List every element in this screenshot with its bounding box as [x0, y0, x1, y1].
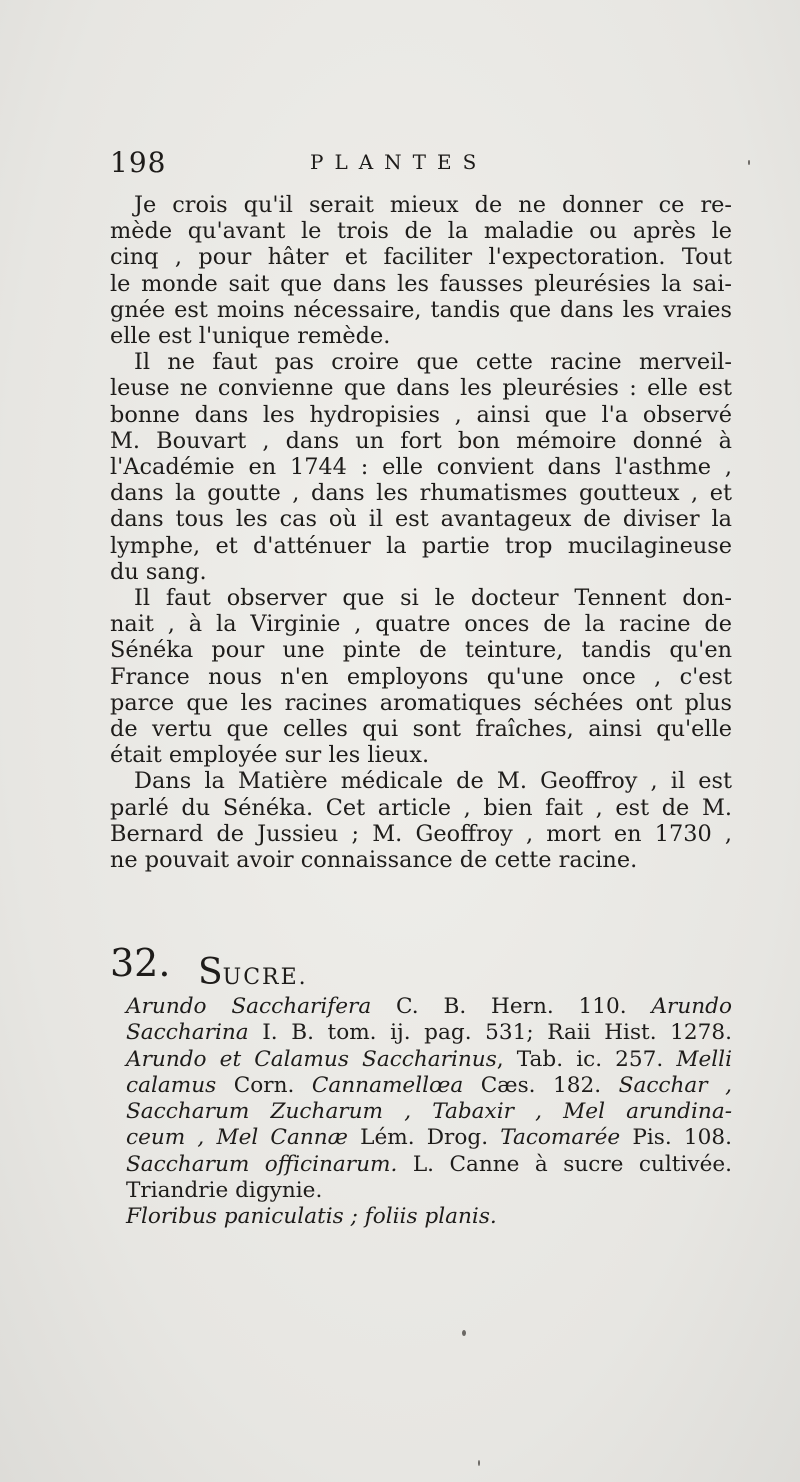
text-line: bonne dans les hydropisies , ainsi que l'a observé — [110, 401, 732, 428]
paragraph — [110, 585, 732, 768]
section-heading — [110, 940, 730, 993]
latin-name: Saccharina — [126, 1020, 249, 1046]
text-line: ne pouvait avoir connaissance de cette racine. — [110, 847, 638, 874]
latin-name: Arundo Saccharifera — [126, 994, 372, 1019]
latin-name: Melli — [676, 1046, 732, 1072]
text-line: Dans la Matière médicale de M. Geoffroy , il est — [134, 768, 732, 795]
section-number: 32. — [110, 941, 171, 985]
section-title — [198, 952, 308, 993]
text-line: l'Académie en 1744 : elle convient dans l'asthme , — [110, 454, 732, 481]
text-line: nait , à la Virginie , quatre onces de la racine de — [110, 611, 732, 638]
paper-speck — [748, 160, 750, 165]
latin-name: Saccharum Zucharum , Tabaxir , Mel arundina- — [126, 1099, 732, 1125]
section-title-rest: UCRE. — [222, 965, 308, 990]
synonymy-block — [110, 994, 732, 1231]
synonymy-line — [110, 1204, 732, 1230]
text-line: Il faut observer que si le docteur Tennent don- — [134, 585, 732, 612]
section-title-initial: S — [198, 952, 223, 993]
citation-text: Triandrie digynie. — [126, 1178, 323, 1204]
text-line: Je crois qu'il serait mieux de ne donner ce re- — [134, 192, 732, 218]
latin-name: Floribus paniculatis ; foliis planis. — [126, 1204, 497, 1230]
citation-text: I. B. tom. ij. pag. 531; Raii Hist. 1278. — [248, 1020, 732, 1046]
text-line: parlé du Sénéka. Cet article , bien fait , est de M. — [110, 794, 732, 821]
citation-text: Lém. Drog. — [347, 1125, 501, 1151]
text-line: de vertu que celles qui sont fraîches, ainsi qu'elle — [110, 716, 732, 743]
paragraph — [110, 349, 732, 585]
text-line: cinq , pour hâter et faciliter l'expectoration. Tout — [110, 244, 732, 271]
body-text — [110, 192, 732, 873]
synonymy-line — [110, 1099, 732, 1125]
citation-text: Corn. — [216, 1072, 312, 1098]
text-line: dans tous les cas où il est avantageux de diviser la — [110, 506, 732, 533]
citation-text: C. B. Hern. 110. — [371, 994, 652, 1019]
paper-speck — [462, 1330, 466, 1336]
text-line: lymphe, et d'atténuer la partie trop mucilagineuse — [110, 532, 732, 559]
text-line: gnée est moins nécessaire, tandis que dans les vraies — [110, 296, 732, 323]
synonymy-line — [110, 1178, 732, 1204]
page-number: 198 — [110, 146, 167, 179]
text-line: était employée sur les lieux. — [110, 742, 430, 769]
text-line: le monde sait que dans les fausses pleurésies la sai- — [110, 270, 732, 297]
synonymy-line — [110, 1125, 732, 1151]
synonymy-line — [110, 1152, 732, 1178]
text-line: leuse ne convienne que dans les pleurésies : elle est — [110, 375, 732, 402]
citation-text: L. Canne à sucre cultivée. — [397, 1151, 732, 1177]
citation-text: Pis. 108. — [620, 1125, 732, 1151]
text-line: mède qu'avant le trois de la maladie ou après le — [110, 218, 732, 245]
text-line: Il ne faut pas croire que cette racine merveil- — [134, 349, 732, 376]
synonymy-line — [110, 994, 732, 1020]
paper-speck — [478, 1460, 480, 1466]
latin-name: Arundo — [651, 994, 732, 1019]
latin-name: Arundo et Calamus Saccharinus — [126, 1046, 497, 1072]
citation-text: Cæs. 182. — [463, 1072, 619, 1098]
latin-name: Tacomarée — [500, 1125, 621, 1151]
synonymy-line — [110, 1073, 732, 1099]
synonymy-line — [110, 1020, 732, 1046]
latin-name: Cannamellœa — [311, 1072, 464, 1098]
running-head: PLANTES — [310, 150, 488, 174]
latin-name: Saccharum officinarum. — [126, 1151, 398, 1177]
paragraph — [110, 192, 732, 349]
latin-name: calamus — [126, 1072, 217, 1098]
latin-name: ceum , Mel Cannæ — [126, 1125, 348, 1151]
paragraph — [110, 768, 732, 873]
synonymy-line — [110, 1047, 732, 1073]
text-line: elle est l'unique remède. — [110, 323, 391, 350]
text-line: dans la goutte , dans les rhumatismes goutteux , et — [110, 480, 732, 507]
text-line: parce que les racines aromatiques séchées ont plus — [110, 689, 732, 716]
text-line: du sang. — [110, 558, 207, 585]
text-line: Sénéka pour une pinte de teinture, tandis qu'en — [110, 637, 732, 664]
text-line: France nous n'en employons qu'une once , c'est — [110, 663, 732, 690]
citation-text: , Tab. ic. 257. — [496, 1046, 677, 1072]
page-header — [110, 146, 730, 180]
latin-name: Sacchar , — [618, 1072, 732, 1098]
text-line: Bernard de Jussieu ; M. Geoffroy , mort en 1730 , — [110, 820, 732, 847]
text-line: M. Bouvart , dans un fort bon mémoire donné à — [110, 427, 732, 454]
